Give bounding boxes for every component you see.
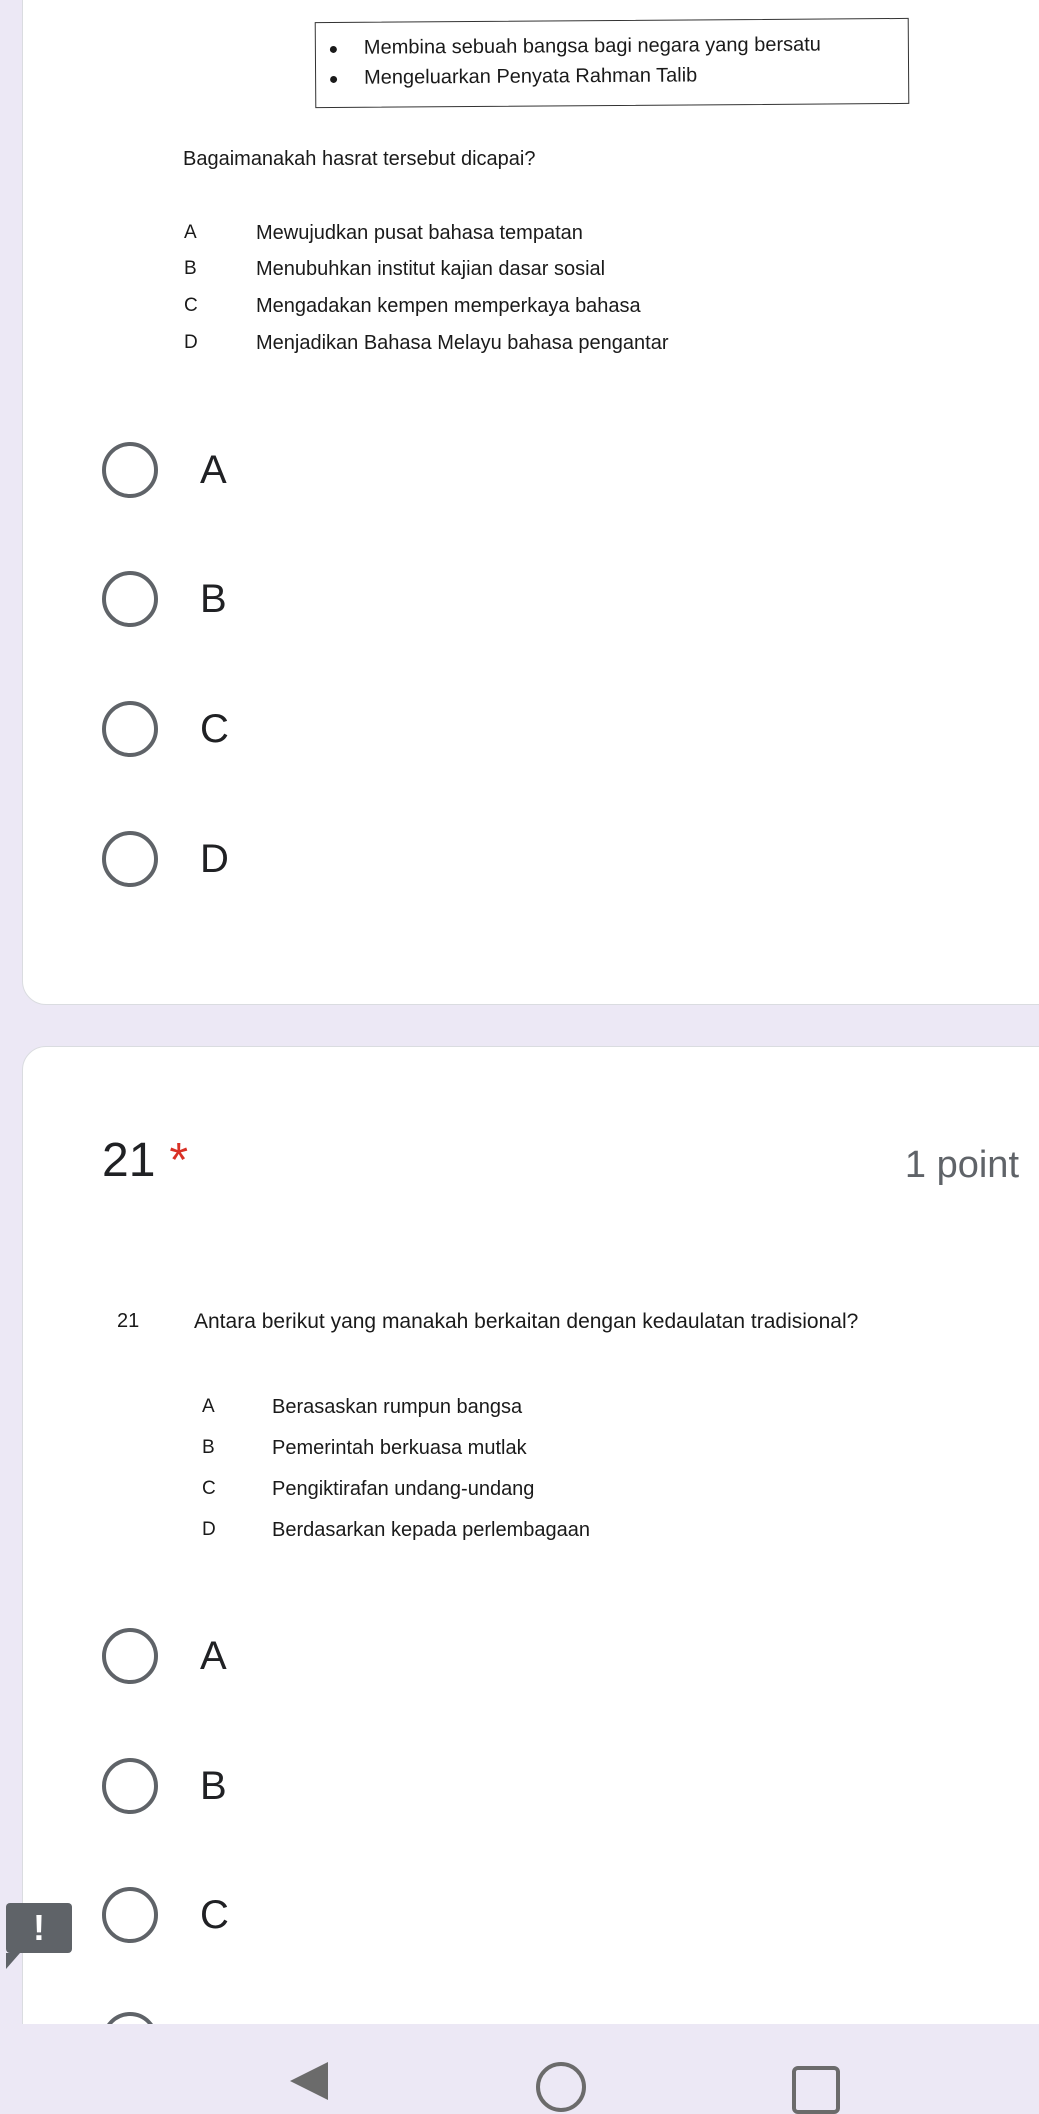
- radio-option-c[interactable]: [102, 697, 229, 761]
- radio-label: B: [200, 576, 227, 621]
- radio-button[interactable]: [102, 701, 158, 757]
- scan-option-letter: A: [202, 1396, 215, 1417]
- scan-option-text: Berasaskan rumpun bangsa: [272, 1396, 523, 1418]
- question-21-text: Antara berikut yang manakah berkaitan dengan kedaulatan tradisional?: [194, 1310, 859, 1333]
- question-number: 21: [102, 1134, 156, 1187]
- scan-option-letter: D: [202, 1519, 216, 1540]
- info-box: [315, 18, 910, 108]
- back-icon[interactable]: [290, 2062, 328, 2100]
- radio-label: B: [200, 1763, 227, 1808]
- radio-option-b[interactable]: [102, 567, 227, 631]
- radio-label: D: [200, 836, 229, 881]
- scan-option-text: Berdasarkan kepada perlembagaan: [272, 1519, 590, 1541]
- scan-option-text: Menjadikan Bahasa Melayu bahasa pengantar: [256, 332, 669, 354]
- question-20-text: Bagaimanakah hasrat tersebut dicapai?: [183, 148, 536, 170]
- info-bullet: Mengeluarkan Penyata Rahman Talib: [364, 64, 698, 89]
- system-navigation-bar: [0, 2024, 1039, 2081]
- radio-button[interactable]: [102, 442, 158, 498]
- question-21-image: [100, 1270, 980, 1570]
- radio-label: A: [200, 447, 227, 492]
- scan-option-letter: D: [184, 332, 198, 353]
- radio-option-c[interactable]: [102, 1883, 229, 1947]
- radio-label: C: [200, 1892, 229, 1937]
- radio-button[interactable]: [102, 1628, 158, 1684]
- radio-option-b[interactable]: [102, 1754, 227, 1818]
- radio-button[interactable]: [102, 571, 158, 627]
- required-asterisk: *: [169, 1134, 189, 1187]
- recent-apps-icon[interactable]: [792, 2066, 840, 2114]
- radio-option-d[interactable]: [102, 827, 229, 891]
- scan-option-text: Mengadakan kempen memperkaya bahasa: [256, 295, 641, 317]
- scan-question-number: 21: [117, 1310, 140, 1332]
- question-title: [102, 1133, 188, 1188]
- feedback-flag-icon[interactable]: [6, 1903, 72, 1953]
- radio-option-a[interactable]: [102, 438, 227, 502]
- scan-option-letter: A: [184, 222, 197, 243]
- radio-label: C: [200, 706, 229, 751]
- radio-button[interactable]: [102, 1887, 158, 1943]
- points-label: 1 point: [904, 1144, 1019, 1186]
- scan-option-text: Menubuhkan institut kajian dasar sosial: [256, 258, 606, 280]
- scan-option-letter: B: [184, 258, 197, 279]
- scan-option-letter: C: [184, 295, 198, 316]
- home-icon[interactable]: [536, 2062, 586, 2112]
- scan-option-text: Pengiktirafan undang-undang: [272, 1478, 535, 1500]
- radio-button[interactable]: [102, 1758, 158, 1814]
- radio-label: A: [200, 1633, 227, 1678]
- exclamation-icon: !: [33, 1907, 45, 1948]
- scan-option-letter: C: [202, 1478, 216, 1499]
- question-20-image: [0, 0, 1039, 400]
- radio-option-a[interactable]: [102, 1624, 227, 1688]
- info-bullet: Membina sebuah bangsa bagi negara yang bersatu: [363, 33, 821, 59]
- scan-option-letter: B: [202, 1437, 215, 1458]
- scan-option-text: Mewujudkan pusat bahasa tempatan: [256, 222, 583, 244]
- radio-button[interactable]: [102, 831, 158, 887]
- scan-option-text: Pemerintah berkuasa mutlak: [272, 1437, 527, 1459]
